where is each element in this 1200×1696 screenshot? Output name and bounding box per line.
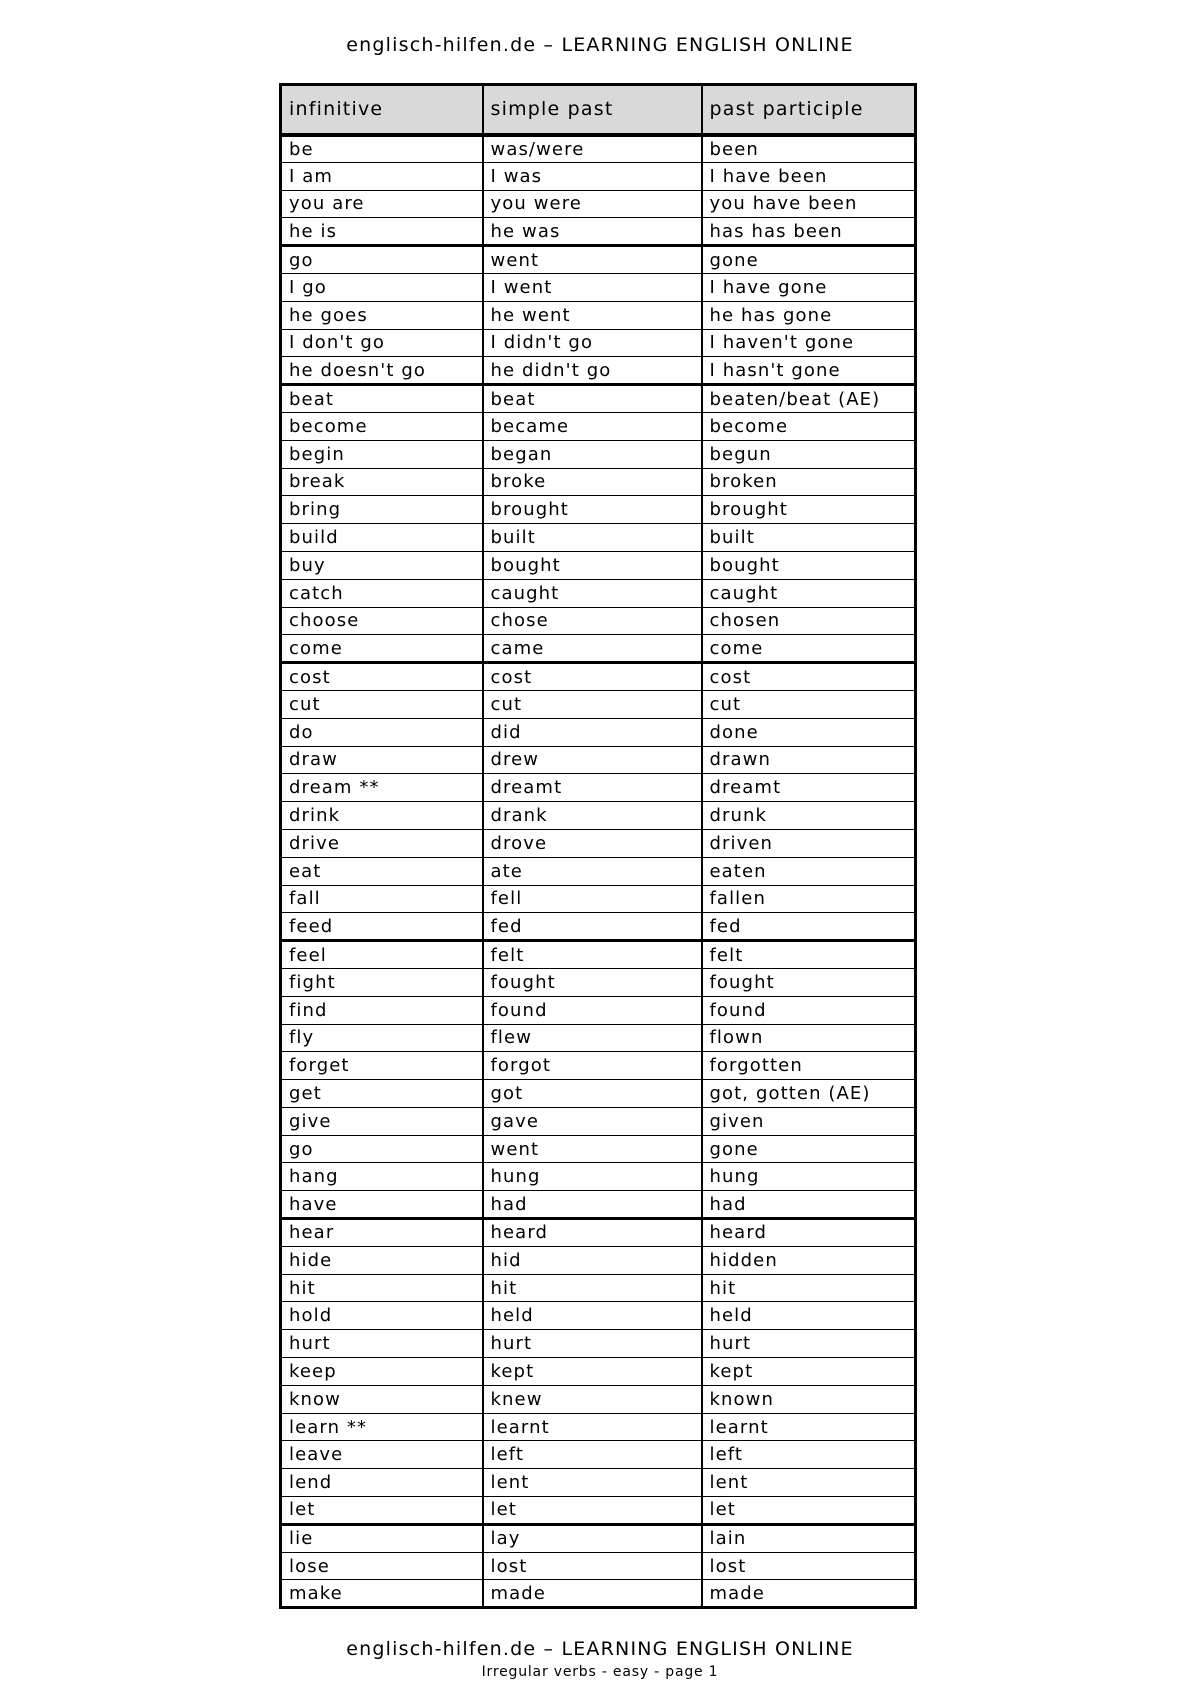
cell-simple-past: was/were: [483, 135, 702, 163]
column-header-past-participle: past participle: [702, 85, 916, 135]
table-row: [281, 690, 916, 718]
cell-simple-past: began: [483, 440, 702, 468]
cell-simple-past: got: [483, 1080, 702, 1108]
cell-simple-past: drove: [483, 829, 702, 857]
cell-infinitive: forget: [281, 1052, 483, 1080]
cell-infinitive: he doesn't go: [281, 357, 483, 385]
cell-past-participle: caught: [702, 579, 916, 607]
cell-infinitive: let: [281, 1497, 483, 1525]
table-row: [281, 718, 916, 746]
table-row: [281, 746, 916, 774]
verb-table-container: [279, 83, 914, 1609]
table-row: [281, 1219, 916, 1247]
cell-infinitive: know: [281, 1385, 483, 1413]
irregular-verbs-table: [279, 83, 917, 1609]
cell-infinitive: hear: [281, 1219, 483, 1247]
cell-past-participle: gone: [702, 1135, 916, 1163]
page-footer: englisch-hilfen.de – LEARNING ENGLISH ONLINE: [346, 1638, 854, 1660]
cell-past-participle: I hasn't gone: [702, 357, 916, 385]
table-row: [281, 1274, 916, 1302]
cell-past-participle: drawn: [702, 746, 916, 774]
table-row: [281, 1413, 916, 1441]
table-row: [281, 802, 916, 830]
table-row: [281, 524, 916, 552]
cell-past-participle: made: [702, 1580, 916, 1608]
cell-simple-past: gave: [483, 1107, 702, 1135]
cell-past-participle: he has gone: [702, 301, 916, 329]
cell-simple-past: left: [483, 1441, 702, 1469]
cell-past-participle: I have gone: [702, 273, 916, 301]
cell-past-participle: known: [702, 1385, 916, 1413]
cell-simple-past: built: [483, 524, 702, 552]
cell-past-participle: driven: [702, 829, 916, 857]
cell-simple-past: knew: [483, 1385, 702, 1413]
cell-simple-past: beat: [483, 385, 702, 413]
table-body: [281, 135, 916, 1608]
cell-past-participle: hit: [702, 1274, 916, 1302]
cell-infinitive: lose: [281, 1552, 483, 1580]
table-row: [281, 1441, 916, 1469]
table-row: [281, 440, 916, 468]
table-row: [281, 1052, 916, 1080]
cell-past-participle: learnt: [702, 1413, 916, 1441]
table-row: [281, 162, 916, 190]
cell-simple-past: fed: [483, 913, 702, 941]
cell-past-participle: hurt: [702, 1330, 916, 1358]
cell-infinitive: draw: [281, 746, 483, 774]
cell-past-participle: found: [702, 996, 916, 1024]
cell-infinitive: I don't go: [281, 329, 483, 357]
cell-simple-past: dreamt: [483, 774, 702, 802]
cell-past-participle: come: [702, 635, 916, 663]
cell-simple-past: learnt: [483, 1413, 702, 1441]
cell-simple-past: hit: [483, 1274, 702, 1302]
cell-simple-past: fell: [483, 885, 702, 913]
cell-infinitive: learn **: [281, 1413, 483, 1441]
table-row: [281, 663, 916, 691]
cell-simple-past: went: [483, 1135, 702, 1163]
cell-simple-past: I didn't go: [483, 329, 702, 357]
cell-simple-past: broke: [483, 468, 702, 496]
cell-infinitive: go: [281, 1135, 483, 1163]
cell-simple-past: I went: [483, 273, 702, 301]
table-row: [281, 246, 916, 274]
cell-past-participle: chosen: [702, 607, 916, 635]
cell-simple-past: let: [483, 1497, 702, 1525]
cell-infinitive: hit: [281, 1274, 483, 1302]
table-row: [281, 635, 916, 663]
cell-infinitive: break: [281, 468, 483, 496]
cell-simple-past: flew: [483, 1024, 702, 1052]
column-header-infinitive: infinitive: [281, 85, 483, 135]
cell-simple-past: brought: [483, 496, 702, 524]
table-row: [281, 273, 916, 301]
cell-past-participle: eaten: [702, 857, 916, 885]
cell-simple-past: ate: [483, 857, 702, 885]
table-row: [281, 1469, 916, 1497]
cell-infinitive: do: [281, 718, 483, 746]
cell-infinitive: catch: [281, 579, 483, 607]
table-row: [281, 1385, 916, 1413]
table-row: [281, 579, 916, 607]
table-row: [281, 1024, 916, 1052]
cell-past-participle: hung: [702, 1163, 916, 1191]
cell-past-participle: become: [702, 412, 916, 440]
cell-infinitive: choose: [281, 607, 483, 635]
cell-simple-past: hid: [483, 1246, 702, 1274]
cell-infinitive: be: [281, 135, 483, 163]
cell-infinitive: he goes: [281, 301, 483, 329]
cell-past-participle: drunk: [702, 802, 916, 830]
page-footer-subtitle: Irregular verbs - easy - page 1: [481, 1664, 719, 1680]
cell-simple-past: forgot: [483, 1052, 702, 1080]
table-row: [281, 857, 916, 885]
cell-simple-past: did: [483, 718, 702, 746]
cell-past-participle: flown: [702, 1024, 916, 1052]
cell-simple-past: hung: [483, 1163, 702, 1191]
cell-past-participle: done: [702, 718, 916, 746]
cell-infinitive: lend: [281, 1469, 483, 1497]
cell-past-participle: lain: [702, 1524, 916, 1552]
cell-infinitive: lie: [281, 1524, 483, 1552]
cell-infinitive: cost: [281, 663, 483, 691]
cell-infinitive: bring: [281, 496, 483, 524]
table-row: [281, 1135, 916, 1163]
cell-simple-past: he was: [483, 218, 702, 246]
cell-past-participle: let: [702, 1497, 916, 1525]
cell-past-participle: begun: [702, 440, 916, 468]
table-header-row: [281, 85, 916, 135]
cell-simple-past: I was: [483, 162, 702, 190]
cell-simple-past: drank: [483, 802, 702, 830]
cell-simple-past: lost: [483, 1552, 702, 1580]
table-row: [281, 135, 916, 163]
cell-past-participle: kept: [702, 1358, 916, 1386]
cell-infinitive: fall: [281, 885, 483, 913]
cell-infinitive: I am: [281, 162, 483, 190]
cell-simple-past: went: [483, 246, 702, 274]
cell-simple-past: lent: [483, 1469, 702, 1497]
cell-infinitive: fight: [281, 968, 483, 996]
cell-infinitive: cut: [281, 690, 483, 718]
table-row: [281, 829, 916, 857]
cell-simple-past: became: [483, 412, 702, 440]
table-row: [281, 1552, 916, 1580]
page-header: englisch-hilfen.de – LEARNING ENGLISH ONLINE: [346, 34, 854, 56]
table-row: [281, 1080, 916, 1108]
cell-past-participle: hidden: [702, 1246, 916, 1274]
table-row: [281, 1191, 916, 1219]
cell-past-participle: fallen: [702, 885, 916, 913]
cell-past-participle: gone: [702, 246, 916, 274]
cell-past-participle: got, gotten (AE): [702, 1080, 916, 1108]
cell-infinitive: I go: [281, 273, 483, 301]
table-row: [281, 385, 916, 413]
cell-past-participle: has has been: [702, 218, 916, 246]
cell-past-participle: had: [702, 1191, 916, 1219]
table-row: [281, 607, 916, 635]
cell-past-participle: broken: [702, 468, 916, 496]
cell-past-participle: dreamt: [702, 774, 916, 802]
cell-infinitive: leave: [281, 1441, 483, 1469]
cell-simple-past: he went: [483, 301, 702, 329]
cell-simple-past: he didn't go: [483, 357, 702, 385]
cell-simple-past: came: [483, 635, 702, 663]
cell-past-participle: fought: [702, 968, 916, 996]
cell-past-participle: I haven't gone: [702, 329, 916, 357]
cell-infinitive: drink: [281, 802, 483, 830]
cell-infinitive: keep: [281, 1358, 483, 1386]
cell-infinitive: hang: [281, 1163, 483, 1191]
cell-infinitive: feed: [281, 913, 483, 941]
cell-past-participle: built: [702, 524, 916, 552]
cell-infinitive: make: [281, 1580, 483, 1608]
cell-infinitive: build: [281, 524, 483, 552]
cell-past-participle: you have been: [702, 190, 916, 218]
table-row: [281, 218, 916, 246]
table-row: [281, 1524, 916, 1552]
table-row: [281, 468, 916, 496]
cell-simple-past: drew: [483, 746, 702, 774]
cell-infinitive: feel: [281, 941, 483, 969]
cell-infinitive: dream **: [281, 774, 483, 802]
cell-infinitive: hold: [281, 1302, 483, 1330]
cell-infinitive: get: [281, 1080, 483, 1108]
cell-past-participle: forgotten: [702, 1052, 916, 1080]
cell-simple-past: held: [483, 1302, 702, 1330]
table-row: [281, 774, 916, 802]
cell-simple-past: cost: [483, 663, 702, 691]
cell-infinitive: hurt: [281, 1330, 483, 1358]
table-row: [281, 496, 916, 524]
cell-infinitive: he is: [281, 218, 483, 246]
table-row: [281, 1358, 916, 1386]
cell-past-participle: cut: [702, 690, 916, 718]
cell-infinitive: hide: [281, 1246, 483, 1274]
cell-infinitive: buy: [281, 551, 483, 579]
cell-past-participle: held: [702, 1302, 916, 1330]
cell-past-participle: I have been: [702, 162, 916, 190]
table-row: [281, 412, 916, 440]
cell-past-participle: felt: [702, 941, 916, 969]
cell-infinitive: find: [281, 996, 483, 1024]
cell-past-participle: been: [702, 135, 916, 163]
cell-past-participle: lent: [702, 1469, 916, 1497]
cell-simple-past: caught: [483, 579, 702, 607]
cell-simple-past: lay: [483, 1524, 702, 1552]
table-row: [281, 1107, 916, 1135]
table-row: [281, 1497, 916, 1525]
cell-past-participle: left: [702, 1441, 916, 1469]
table-row: [281, 551, 916, 579]
cell-simple-past: fought: [483, 968, 702, 996]
cell-simple-past: had: [483, 1191, 702, 1219]
cell-simple-past: felt: [483, 941, 702, 969]
table-row: [281, 885, 916, 913]
table-row: [281, 329, 916, 357]
cell-simple-past: cut: [483, 690, 702, 718]
cell-simple-past: bought: [483, 551, 702, 579]
cell-past-participle: heard: [702, 1219, 916, 1247]
table-row: [281, 1302, 916, 1330]
cell-simple-past: hurt: [483, 1330, 702, 1358]
cell-infinitive: give: [281, 1107, 483, 1135]
cell-infinitive: fly: [281, 1024, 483, 1052]
table-row: [281, 357, 916, 385]
cell-infinitive: begin: [281, 440, 483, 468]
cell-infinitive: come: [281, 635, 483, 663]
cell-simple-past: kept: [483, 1358, 702, 1386]
table-row: [281, 996, 916, 1024]
cell-past-participle: bought: [702, 551, 916, 579]
table-row: [281, 301, 916, 329]
cell-infinitive: drive: [281, 829, 483, 857]
table-row: [281, 913, 916, 941]
cell-past-participle: given: [702, 1107, 916, 1135]
table-row: [281, 1163, 916, 1191]
cell-infinitive: eat: [281, 857, 483, 885]
cell-simple-past: you were: [483, 190, 702, 218]
cell-past-participle: lost: [702, 1552, 916, 1580]
table-row: [281, 941, 916, 969]
cell-simple-past: found: [483, 996, 702, 1024]
cell-simple-past: made: [483, 1580, 702, 1608]
table-row: [281, 1580, 916, 1608]
cell-infinitive: have: [281, 1191, 483, 1219]
table-row: [281, 1246, 916, 1274]
cell-simple-past: heard: [483, 1219, 702, 1247]
cell-infinitive: you are: [281, 190, 483, 218]
table-row: [281, 1330, 916, 1358]
table-row: [281, 190, 916, 218]
cell-past-participle: brought: [702, 496, 916, 524]
cell-simple-past: chose: [483, 607, 702, 635]
table-row: [281, 968, 916, 996]
cell-infinitive: beat: [281, 385, 483, 413]
cell-past-participle: cost: [702, 663, 916, 691]
cell-past-participle: beaten/beat (AE): [702, 385, 916, 413]
cell-infinitive: go: [281, 246, 483, 274]
cell-infinitive: become: [281, 412, 483, 440]
column-header-simple-past: simple past: [483, 85, 702, 135]
cell-past-participle: fed: [702, 913, 916, 941]
